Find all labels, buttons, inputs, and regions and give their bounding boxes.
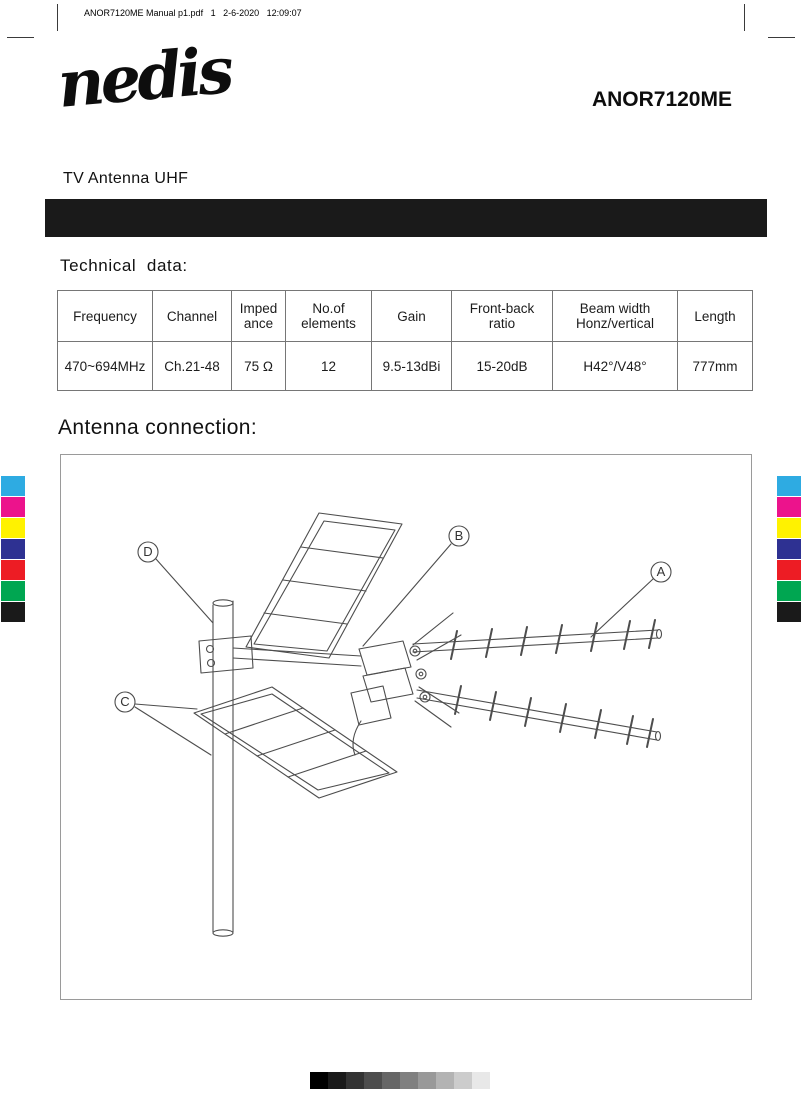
- part-label-b: B: [454, 528, 464, 543]
- crop-mark: [7, 37, 34, 38]
- color-swatch: [1, 518, 25, 538]
- color-swatch: [418, 1072, 436, 1089]
- color-swatch: [777, 539, 801, 559]
- color-swatch: [777, 476, 801, 496]
- antenna-connection-heading: Antenna connection:: [58, 416, 258, 439]
- value-channel: Ch.21-48: [153, 342, 232, 391]
- value-beam-width: H42°/V48°: [553, 342, 678, 391]
- left-color-registration-bar: [1, 476, 25, 622]
- color-swatch: [328, 1072, 346, 1089]
- crop-mark: [768, 37, 795, 38]
- part-label-c: C: [120, 694, 130, 709]
- lower-boom-directors: [455, 686, 653, 747]
- color-swatch: [310, 1072, 328, 1089]
- color-swatch: [436, 1072, 454, 1089]
- value-gain: 9.5-13dBi: [372, 342, 452, 391]
- color-swatch: [777, 560, 801, 580]
- col-front-back: Front-back ratio: [452, 291, 553, 342]
- color-swatch: [1, 602, 25, 622]
- nedis-logo: nedis: [54, 33, 233, 123]
- technical-data-heading: Technical data:: [60, 256, 188, 275]
- hub-assembly: [351, 613, 461, 755]
- crop-mark: [744, 4, 745, 31]
- color-swatch: [1, 560, 25, 580]
- color-swatch: [346, 1072, 364, 1089]
- color-swatch: [382, 1072, 400, 1089]
- spec-table-header-row: [58, 291, 753, 342]
- color-swatch: [1, 497, 25, 517]
- color-swatch: [777, 581, 801, 601]
- color-swatch: [1, 539, 25, 559]
- product-title: TV Antenna UHF: [63, 170, 189, 187]
- mast-pole: [213, 600, 233, 936]
- color-swatch: [364, 1072, 382, 1089]
- lower-reflector-grid: [194, 687, 397, 798]
- mast-clamp: [199, 636, 361, 673]
- upper-reflector-grid: [246, 513, 402, 658]
- header-black-bar: [45, 199, 767, 237]
- col-beam-width: Beam width Honz/vertical: [553, 291, 678, 342]
- col-channel: Channel: [153, 291, 232, 342]
- value-frequency: 470~694MHz: [58, 342, 153, 391]
- color-swatch: [1, 581, 25, 601]
- color-swatch: [472, 1072, 490, 1089]
- color-swatch: [777, 518, 801, 538]
- right-color-registration-bar: [777, 476, 801, 622]
- part-label-a: A: [656, 564, 666, 579]
- lower-boom: [417, 686, 661, 747]
- value-elements: 12: [286, 342, 372, 391]
- print-job-header: ANOR7120ME Manual p1.pdf 1 2-6-2020 12:09:07: [84, 8, 302, 18]
- value-length: 777mm: [678, 342, 753, 391]
- col-elements: No.of elements: [286, 291, 372, 342]
- grayscale-calibration-bar: [310, 1072, 490, 1089]
- model-number: ANOR7120ME: [591, 88, 732, 111]
- part-label-d: D: [143, 544, 153, 559]
- color-swatch: [777, 602, 801, 622]
- crop-mark: [57, 4, 58, 31]
- color-swatch: [777, 497, 801, 517]
- antenna-diagram: [60, 454, 752, 1000]
- value-front-back: 15-20dB: [452, 342, 553, 391]
- color-swatch: [454, 1072, 472, 1089]
- color-swatch: [1, 476, 25, 496]
- upper-boom: [413, 620, 662, 659]
- spec-table: [57, 290, 753, 391]
- color-swatch: [400, 1072, 418, 1089]
- col-gain: Gain: [372, 291, 452, 342]
- col-frequency: Frequency: [58, 291, 153, 342]
- spec-table-data-row: [58, 342, 753, 391]
- col-impedance: Imped ance: [232, 291, 286, 342]
- antenna-line-drawing: [61, 455, 751, 999]
- col-length: Length: [678, 291, 753, 342]
- value-impedance: 75 Ω: [232, 342, 286, 391]
